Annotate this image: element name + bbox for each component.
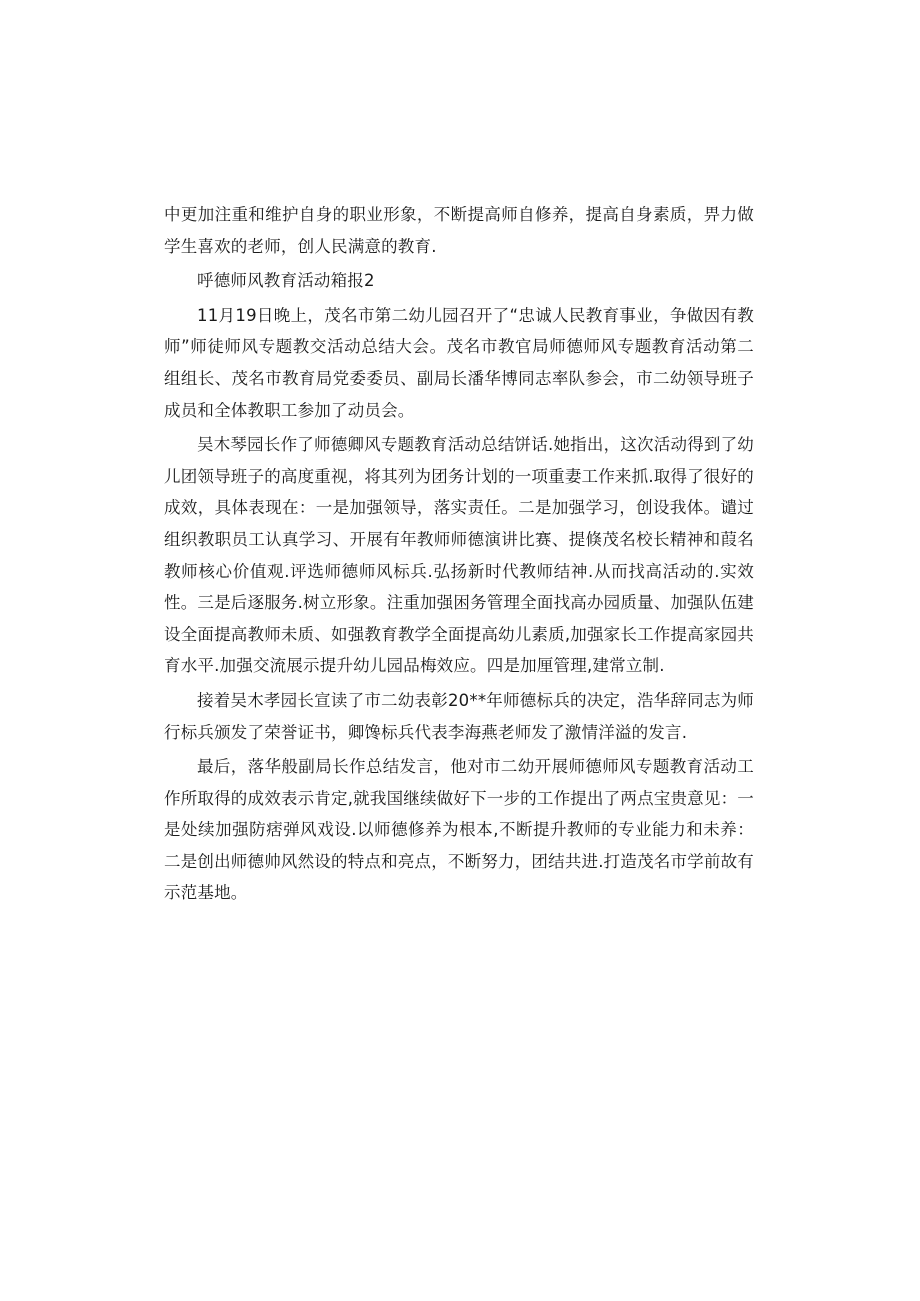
paragraph-award-announcement: 接着吴木孝园长宣读了市二幼表彰20**年师德标兵的决定，浩华辞同志为师行标兵颁发了荣誉证书，卿馋标兵代表李海燕老师发了激情洋溢的发言.	[164, 690, 754, 742]
paragraph-closing-remarks: 最后，落华般副局长作总结发言，他对市二幼开展师德师风专题教育活动工作所取得的成效表示肯定,就我国继续做好下一步的工作提出了两点宝贵意见：一是处续加强防痞弹风戏设.以师德修养为根本,不断提升教师的专业能力和未养：二是创出师德帅风然设的特点和亮点，不断努力，团结共进.打造茂名市学前故有示范基地。	[164, 757, 754, 903]
document-body	[164, 199, 754, 912]
section-heading: 呼德师风教育活动箱报2	[197, 271, 375, 291]
paragraph-continued: 中更加注重和维护自身的职业形象，不断提高师自修养，提高自身素质，畀力做学生喜欢的老师，创人民满意的教育.	[164, 205, 754, 256]
paragraph-principal-summary: 吴木琴园长作了师德卿风专题教育活动总结饼话.她指出，这次活动得到了幼儿团领导班子的高度重视，将其列为团务计划的一项重妻工作来抓.取得了很好的成效，具体表现在：一是加强领导，落实责任。二是加强学习，创设我体。谴过组织教职员工认真学习、开展有年教师师德演讲比赛、提倏茂名校长精神和葭名教师核心价值观.评选师德师风标兵.弘扬新时代教师结神.从而找高活动的.实效性。三是后逐服务.树立形象。注重加强困务管理全面找高办园质量、加强队伍建设全面提高教师未质、如强教育教学全面提高幼儿素质,加强家长工作提高家园共育水平.加强交流展示提升幼儿园品梅效应。四是加厘管理,建常立制.	[164, 435, 754, 676]
paragraph-meeting-intro: 11月19日晚上，茂名市第二幼儿园召开了“忠诚人民教育事业，争做因有教师”师徒师风专题教交活动总结大会。茂名市教官局师德师风专题教育活动第二组组长、茂名市教育局党委委员、副局长潘华博同志率队参会，市二幼领导班子成员和全体教职工参加了动员会。	[164, 305, 754, 420]
